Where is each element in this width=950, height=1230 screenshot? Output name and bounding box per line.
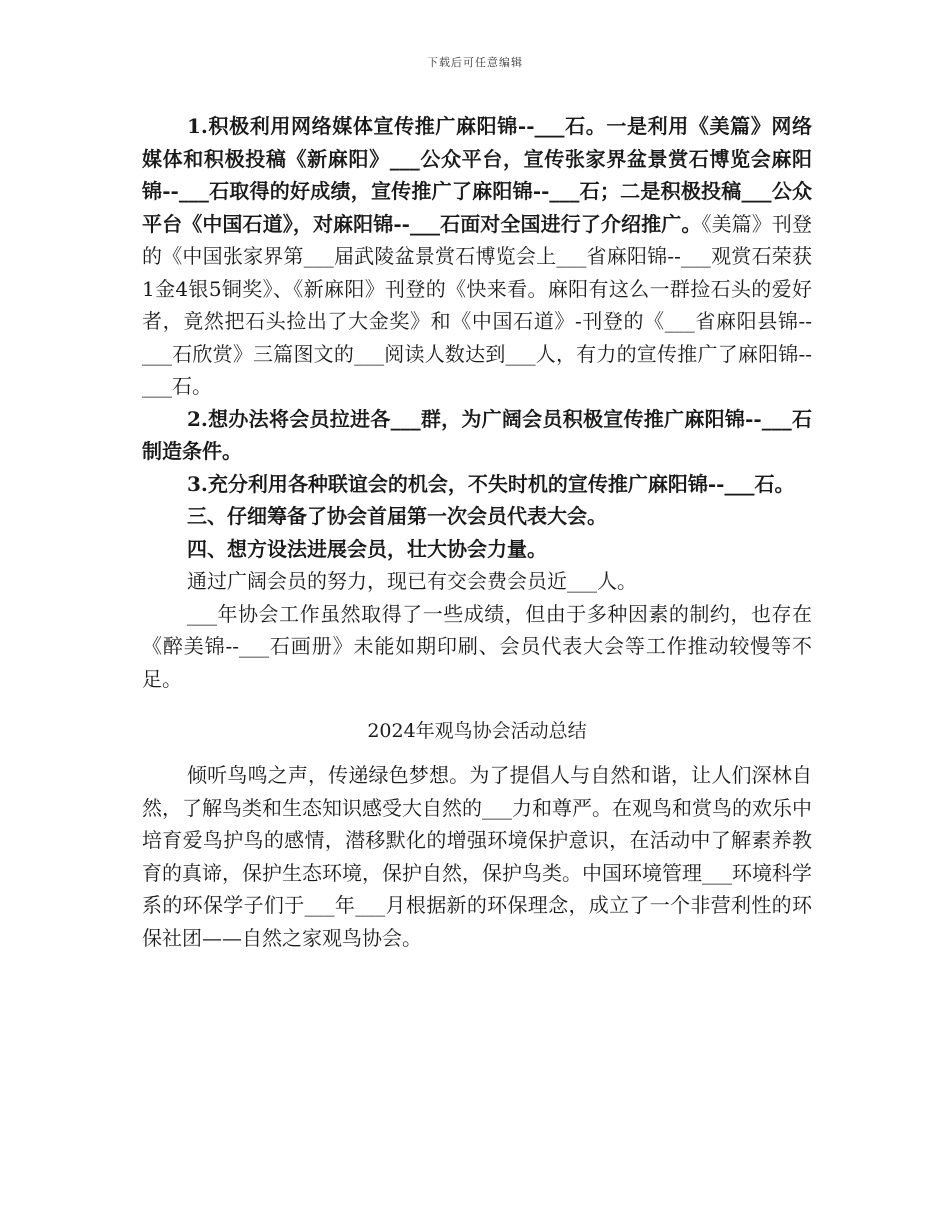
paragraph-birdwatching: 倾听鸟鸣之声，传递绿色梦想。为了提倡人与自然和谐，让人们深林自然，了解鸟类和生态知识感受大自然的___力和尊严。在观鸟和赏鸟的欢乐中培育爱鸟护鸟的感情，潜移默化的增强环境保护意识，在活动中了解素养教育的真谛，保护生态环境，保护自然，保护鸟类。中国环境管理___环境科学系的环保学子们于___年___月根据新的环保理念，成立了一个非营利性的环保社团——自然之家观鸟协会。 xyxy=(142,763,812,950)
paragraph-item-1 xyxy=(142,110,812,403)
paragraph-summary: ___年协会工作虽然取得了一些成绩，但由于多种因素的制约，也存在《醉美锦--___石画册》未能如期印刷、会员代表大会等工作推动较慢等不足。 xyxy=(142,601,812,691)
paragraph-members: 通过广阔会员的努力，现已有交会费会员近___人。 xyxy=(187,569,637,593)
item-1-normal-text: 《美篇》刊登的《中国张家界第___届武陵盆景赏石博览会上___省麻阳锦--___观赏石荣获1金4银5铜奖》、《新麻阳》刊登的《快来看。麻阳有这么一群捡石头的爱好者，竟然把石头捡出了大金奖》和《中国石道》-刊登的《___省麻阳县锦--___石欣赏》三篇图文的___阅读人数达到___人，有力的宣传推广了麻阳锦--___石。 xyxy=(142,211,812,398)
page-header: 下载后可任意编辑 xyxy=(427,56,523,69)
item-1-bold-text: 1.积极利用网络媒体宣传推广麻阳锦--___石。一是利用《美篇》网络媒体和积极投稿《新麻阳》___公众平台，宣传张家界盆景赏石博览会麻阳锦--___石取得的好成绩，宣传推广了麻阳锦--___石；二是积极投稿___公众平台《中国石道》，对麻阳锦--___石面对全国进行了介绍推广。 xyxy=(142,114,812,236)
section-heading-4: 四、想方设法进展会员，壮大协会力量。 xyxy=(187,536,547,561)
paragraph-item-3: 3.充分利用各种联谊会的机会，不失时机的宣传推广麻阳锦--___石。 xyxy=(187,471,795,496)
document-body xyxy=(142,110,812,954)
section-title: 2024年观鸟协会活动总结 xyxy=(367,720,587,742)
paragraph-item-2: 2.想办法将会员拉进各___群，为广阔会员积极宣传推广麻阳锦--___石制造条件。 xyxy=(142,406,812,463)
section-heading-3: 三、仔细筹备了协会首届第一次会员代表大会。 xyxy=(187,504,607,528)
